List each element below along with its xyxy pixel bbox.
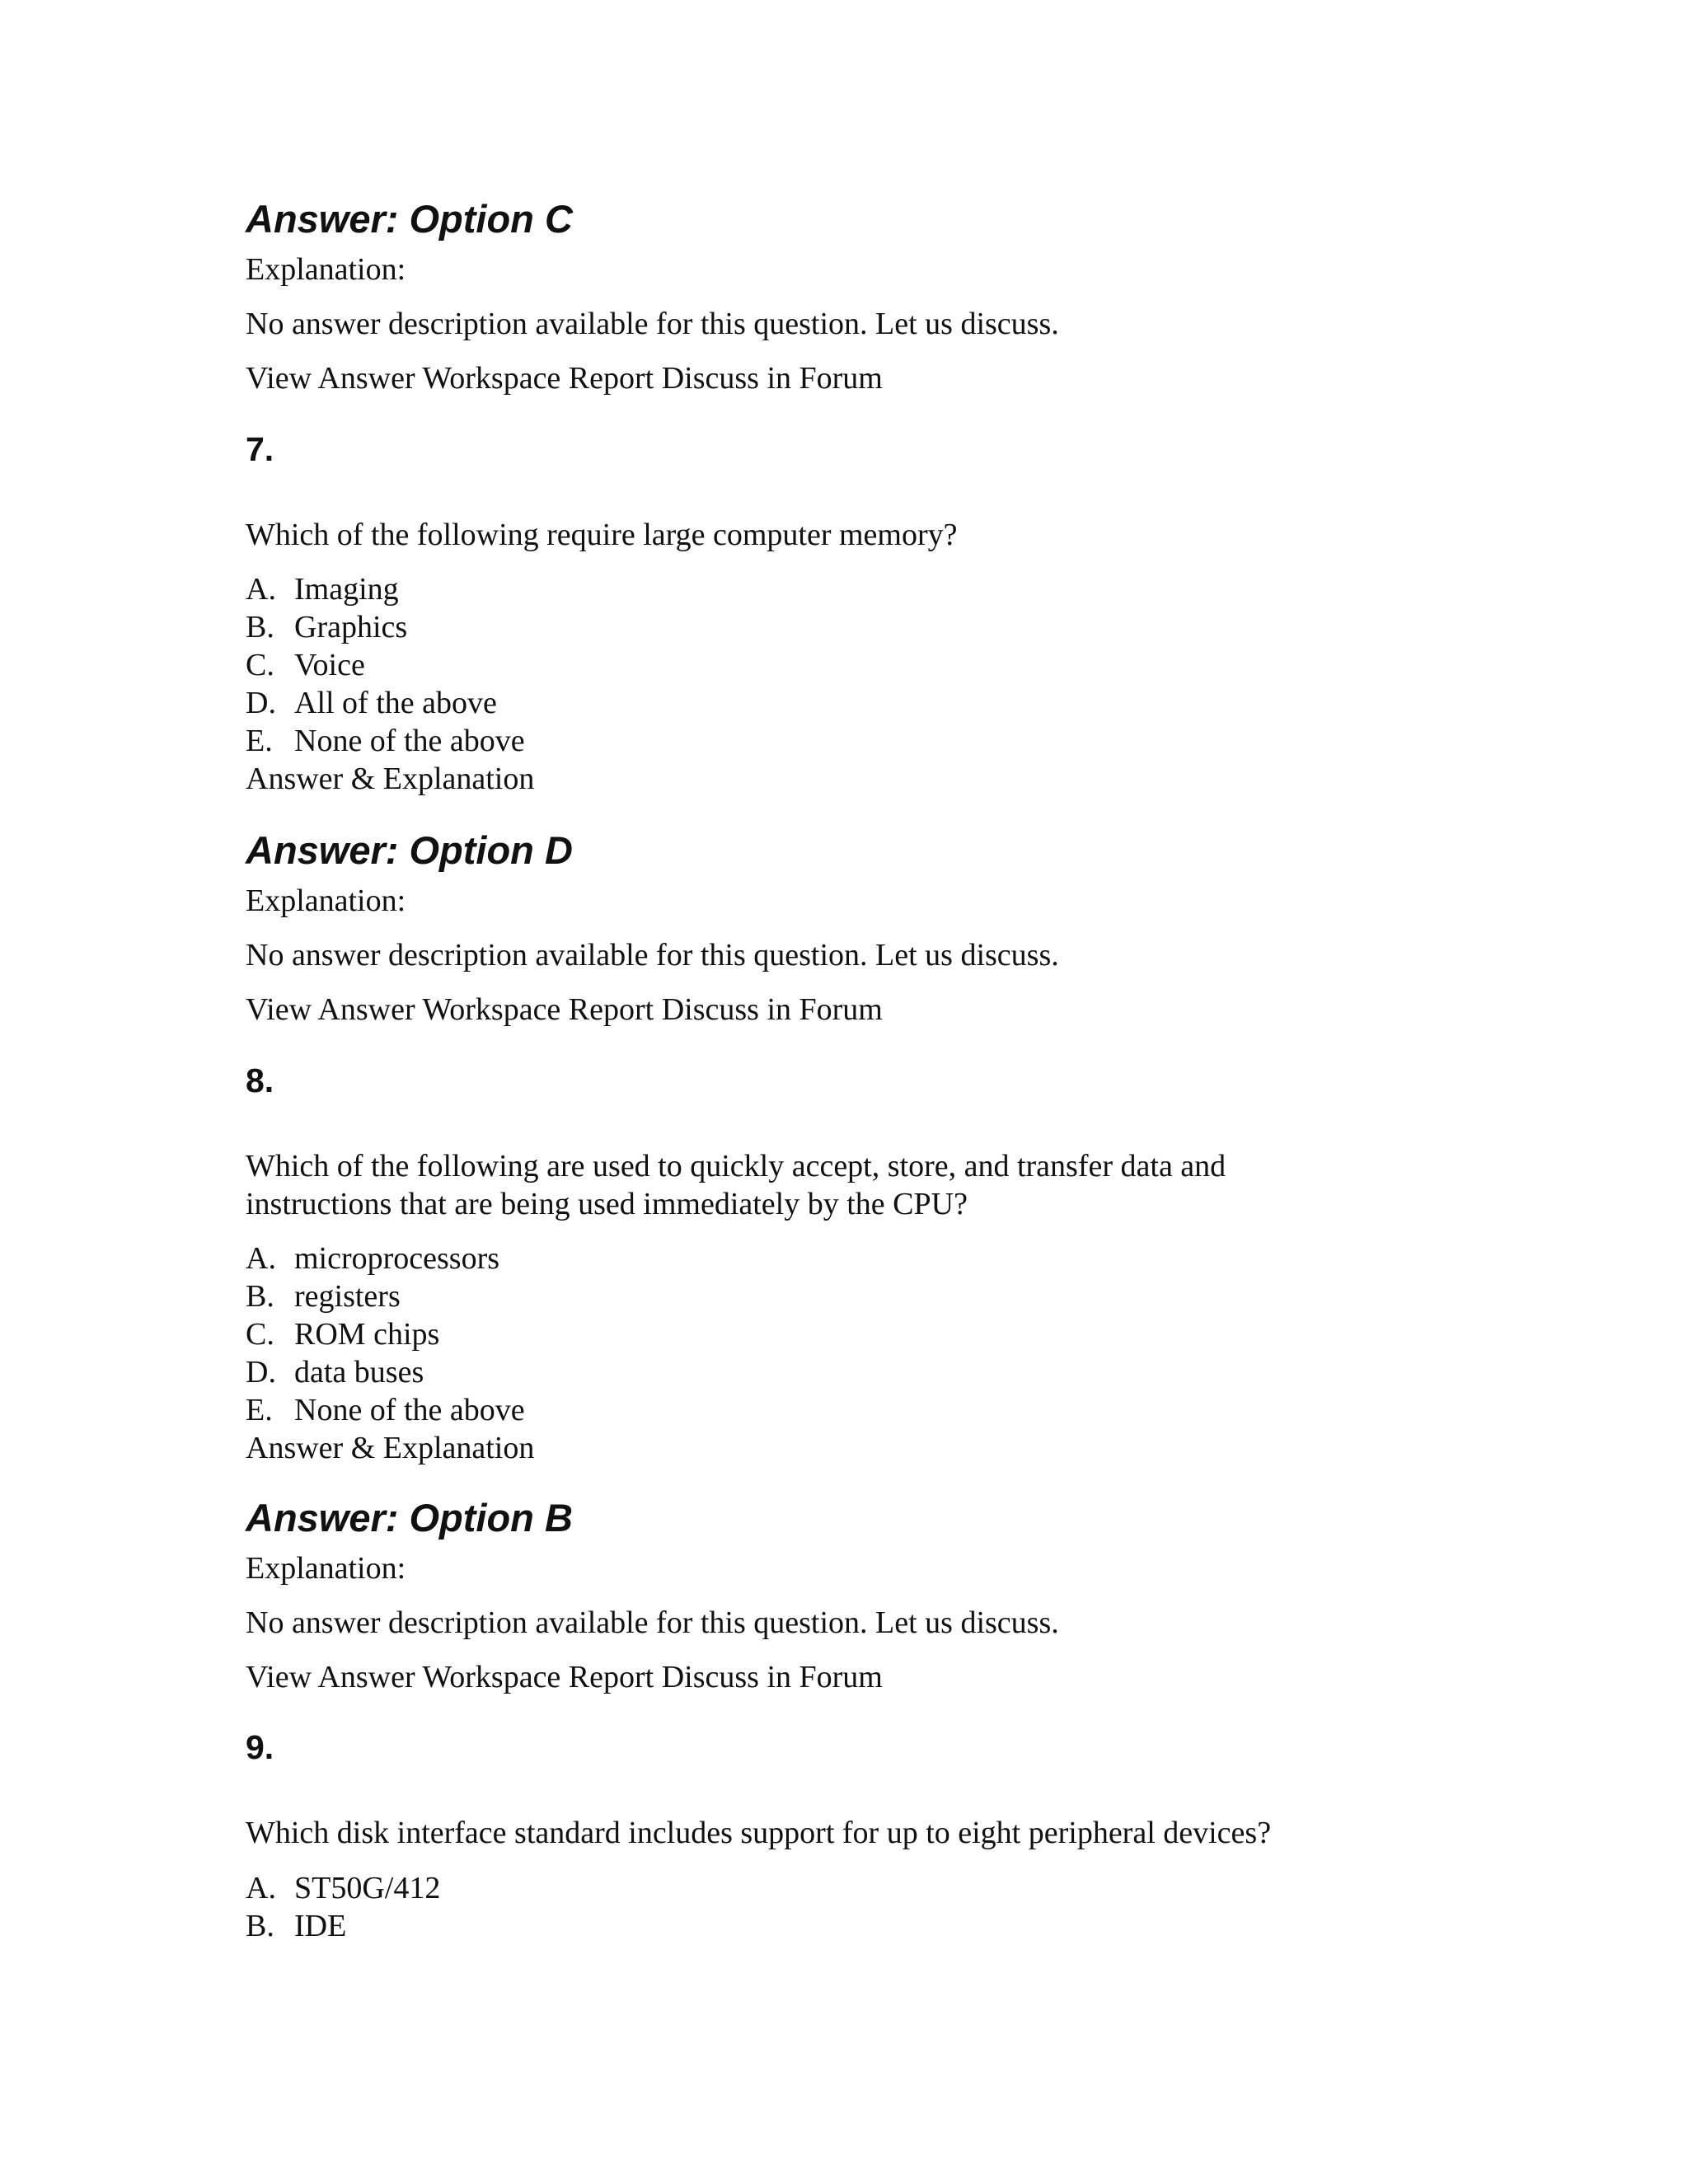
explanation-label: Explanation: <box>246 883 406 918</box>
question-number: 9. <box>246 1728 274 1766</box>
option-text: Voice <box>294 648 365 682</box>
option-item[interactable] <box>246 1907 440 1945</box>
explanation-text: No answer description available for this question. Let us discuss. <box>246 307 1059 341</box>
option-item[interactable] <box>246 570 525 608</box>
option-text: microprocessors <box>294 1241 500 1276</box>
option-item[interactable] <box>246 684 525 722</box>
question-text: Which of the following require large computer memory? <box>246 518 958 552</box>
option-text: Imaging <box>294 572 399 607</box>
option-item[interactable] <box>246 1869 440 1907</box>
option-list <box>246 1240 525 1429</box>
question-text-line-2: instructions that are being used immediately by the CPU? <box>246 1187 968 1221</box>
option-letter: B. <box>246 610 274 644</box>
answer-explanation-toggle[interactable]: Answer & Explanation <box>246 1431 535 1465</box>
option-item[interactable] <box>246 608 525 646</box>
option-letter: A. <box>246 572 276 607</box>
option-letter: B. <box>246 1909 274 1943</box>
option-list <box>246 1869 440 1945</box>
option-letter: D. <box>246 1355 276 1390</box>
option-text: None of the above <box>294 724 525 758</box>
option-letter: D. <box>246 686 276 720</box>
option-letter: E. <box>246 724 273 758</box>
option-text: None of the above <box>294 1393 525 1427</box>
option-item[interactable] <box>246 1391 525 1429</box>
option-letter: C. <box>246 648 274 682</box>
option-item[interactable] <box>246 722 525 760</box>
question-number: 7. <box>246 430 274 468</box>
option-item[interactable] <box>246 1353 525 1391</box>
answer-explanation-toggle[interactable]: Answer & Explanation <box>246 762 535 796</box>
option-list <box>246 570 525 760</box>
option-text: All of the above <box>294 686 497 720</box>
option-item[interactable] <box>246 1277 525 1315</box>
option-letter: C. <box>246 1317 274 1352</box>
answer-links[interactable]: View Answer Workspace Report Discuss in Forum <box>246 361 883 396</box>
question-number: 8. <box>246 1062 274 1099</box>
option-item[interactable] <box>246 1315 525 1353</box>
option-letter: A. <box>246 1241 276 1276</box>
question-text: Which disk interface standard includes support for up to eight peripheral devices? <box>246 1816 1272 1850</box>
explanation-text: No answer description available for this question. Let us discuss. <box>246 938 1059 972</box>
answer-heading: Answer: Option B <box>246 1496 573 1540</box>
explanation-text: No answer description available for this question. Let us discuss. <box>246 1605 1059 1640</box>
option-text: ST50G/412 <box>294 1871 441 1905</box>
option-item[interactable] <box>246 1240 525 1277</box>
option-letter: B. <box>246 1279 274 1314</box>
option-text: IDE <box>294 1909 347 1943</box>
option-text: Graphics <box>294 610 408 644</box>
option-letter: A. <box>246 1871 276 1905</box>
answer-links[interactable]: View Answer Workspace Report Discuss in Forum <box>246 992 883 1027</box>
answer-links[interactable]: View Answer Workspace Report Discuss in Forum <box>246 1660 883 1694</box>
answer-heading: Answer: Option D <box>246 828 573 872</box>
option-item[interactable] <box>246 646 525 684</box>
option-text: ROM chips <box>294 1317 440 1352</box>
explanation-label: Explanation: <box>246 252 406 287</box>
option-text: data buses <box>294 1355 424 1390</box>
answer-heading: Answer: Option C <box>246 197 573 241</box>
question-text-line-1: Which of the following are used to quickly accept, store, and transfer data and <box>246 1149 1226 1183</box>
option-text: registers <box>294 1279 401 1314</box>
explanation-label: Explanation: <box>246 1551 406 1586</box>
option-letter: E. <box>246 1393 273 1427</box>
